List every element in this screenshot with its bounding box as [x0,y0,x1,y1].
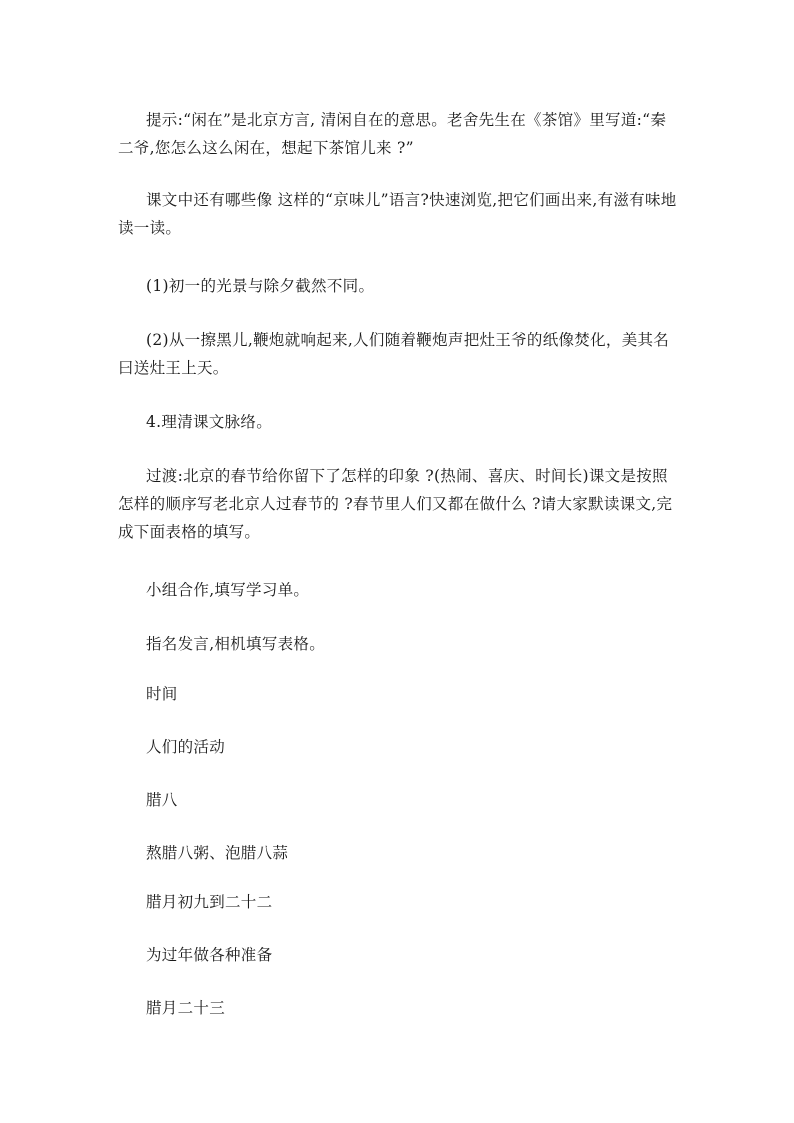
example-sentence-2: (2)从一擦黑儿,鞭炮就响起来,人们随着鞭炮声把灶王爷的纸像焚化，美其名曰送灶王上天。 [118,331,670,377]
table-cell-time: 腊月二十三 [146,999,226,1017]
table-cell-time: 腊月初九到二十二 [146,893,273,911]
table-cell-activity: 熬腊八粥、泡腊八蒜 [146,844,289,862]
question-paragraph: 课文中还有哪些像 这样的“京味儿”语言?快速浏览,把它们画出来,有滋有味地读一读。 [118,191,677,237]
table-header-time: 时间 [146,685,178,703]
table-cell-activity: 为过年做各种准备 [146,946,273,964]
speak-paragraph: 指名发言,相机填写表格。 [146,635,326,653]
group-work-paragraph: 小组合作,填写学习单。 [146,581,310,599]
hint-paragraph: 提示:“闲在”是北京方言, 清闲自在的意思。老舍先生在《茶馆》里写道:“秦二爷,您怎么这么闲在，想起下茶馆儿来 ?” [118,111,667,157]
table-cell-time: 腊八 [146,791,178,809]
example-sentence-1: (1)初一的光景与除夕截然不同。 [146,277,375,295]
section-heading: 4.理清课文脉络。 [146,413,272,431]
table-header-activity: 人们的活动 [146,738,226,756]
transition-paragraph: 过渡:北京的春节给你留下了怎样的印象 ?(热闹、喜庆、时间长)课文是按照怎样的顺序写老北京人过春节的 ?春节里人们又都在做什么 ?请大家默读课文,完成下面表格的填写。 [118,467,673,541]
